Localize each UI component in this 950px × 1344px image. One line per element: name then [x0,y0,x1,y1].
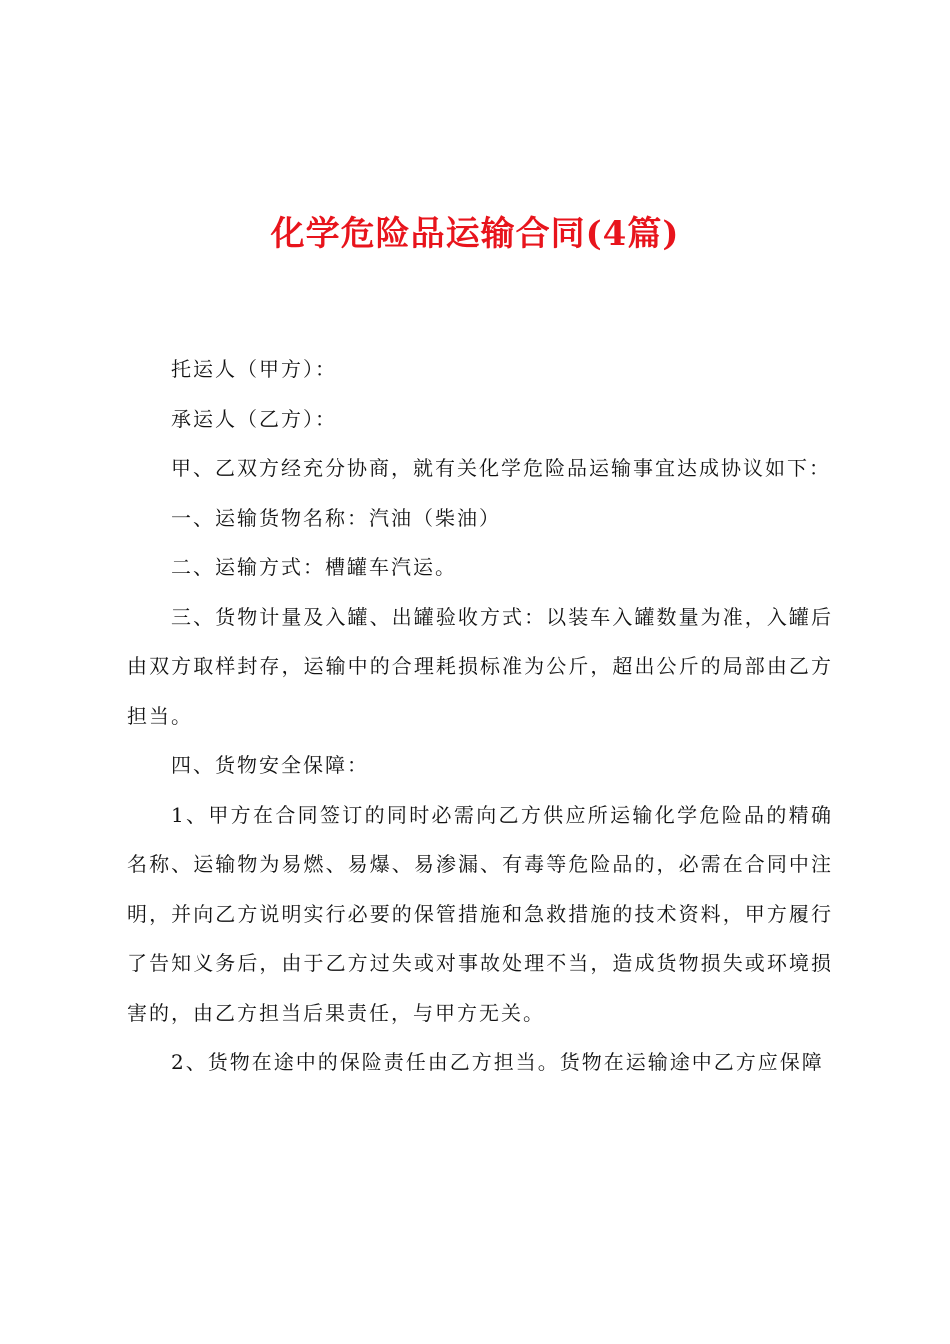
paragraph-transport-method: 二、运输方式：槽罐车汽运。 [171,555,457,579]
paragraph-goods-name: 一、运输货物名称：汽油（柴油） [171,505,501,530]
paragraph-safety-heading: 四、货物安全保障： [171,753,369,777]
document-title: 化学危险品运输合同(4篇) [270,214,680,254]
paragraph-agreement-intro: 甲、乙双方经充分协商，就有关化学危险品运输事宜达成协议如下： [171,456,831,480]
paragraph-safety-item-1: 1、甲方在合同签订的同时必需向乙方供应所运输化学危险品的精确名称、运输物为易燃、易爆、易渗漏、有毒等危险品的，必需在合同中注明，并向乙方说明实行必要的保管措施和急救措施的技术资料，甲方履行了告知义务后，由于乙方过失或对事故处理不当，造成货物损失或环境损害的，由乙方担当后果责任，与甲方无关。 [127,802,833,1025]
paragraph-carrier: 承运人（乙方）： [171,406,337,431]
paragraph-safety-item-2: 2、货物在途中的保险责任由乙方担当。货物在运输途中乙方应保障 [171,1050,824,1074]
paragraph-measurement: 三、货物计量及入罐、出罐验收方式：以装车入罐数量为准，入罐后由双方取样封存，运输中的合理耗损标准为公斤，超出公斤的局部由乙方担当。 [127,604,833,728]
document-body [127,345,833,1088]
paragraph-consignor: 托运人（甲方）： [171,357,337,381]
